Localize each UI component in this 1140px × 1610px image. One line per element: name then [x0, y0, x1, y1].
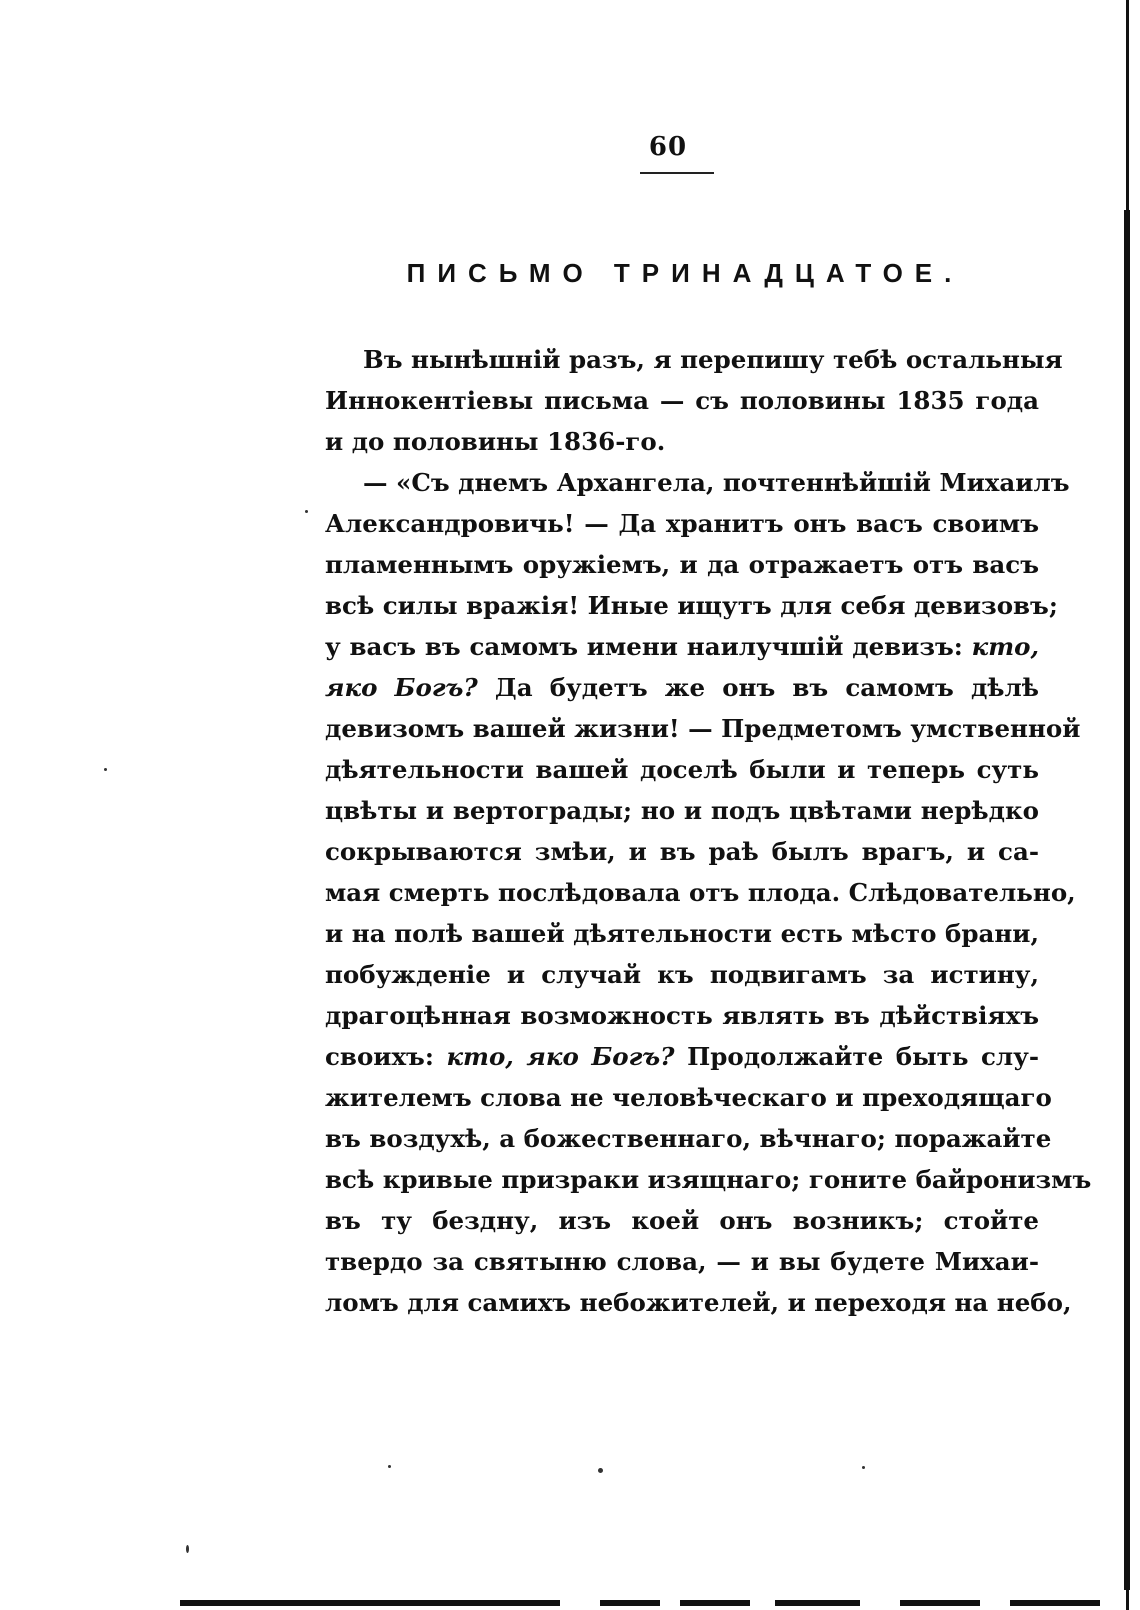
text-line: ломъ для самихъ небожителей, и переходя на небо, [325, 1288, 1072, 1317]
text-run: Да будетъ же онъ въ самомъ дѣлѣ [494, 673, 1040, 702]
edge-mark [1010, 1600, 1100, 1606]
text-line: девизомъ вашей жизни! — Предметомъ умственной [325, 714, 1081, 743]
text-line: всѣ силы вражія! Иные ищутъ для себя девизовъ; [325, 591, 1058, 620]
text-run: у васъ въ самомъ имени наилучшій девизъ: [325, 632, 963, 661]
text-line: и до половины 1836-го. [325, 427, 666, 456]
letter-text [325, 339, 1092, 1323]
text-line: сокрываются змѣи, и въ раѣ былъ врагъ, и са- [325, 837, 1039, 866]
letter-heading: ПИСЬМО ТРИНАДЦАТОЕ. [406, 258, 964, 288]
text-line: цвѣты и вертограды; но и подъ цвѣтами нерѣдко [325, 796, 1039, 825]
text-line: дѣятельности вашей доселѣ были и теперь суть [325, 755, 1039, 784]
text-line: мая смерть послѣдовала отъ плода. Слѣдовательно, [325, 878, 1076, 907]
italic-motto: кто, [971, 632, 1040, 661]
text-line: — «Съ днемъ Архангела, почтеннѣйшій Михаилъ [363, 468, 1070, 497]
text-line: пламеннымъ оружіемъ, и да отражаетъ отъ васъ [325, 550, 1039, 579]
text-line: твердо за святыню слова, — и вы будете Михаи- [325, 1247, 1039, 1276]
text-run: Продолжайте быть слу- [687, 1042, 1040, 1071]
text-line: Александровичь! — Да хранитъ онъ васъ своимъ [325, 509, 1039, 538]
text-line: жителемъ слова не человѣческаго и преходящаго [325, 1083, 1052, 1112]
text-line: въ ту бездну, изъ коей онъ возникъ; стойте [325, 1206, 1039, 1235]
text-line: и на полѣ вашей дѣятельности есть мѣсто брани, [325, 919, 1039, 948]
text-run: своихъ: [325, 1042, 434, 1071]
speck [862, 1466, 865, 1469]
edge-line-thick [1124, 210, 1130, 1590]
italic-motto: яко Богъ? [325, 673, 478, 702]
text-line: въ воздухѣ, а божественнаго, вѣчнаго; поражайте [325, 1124, 1052, 1153]
text-line [325, 626, 1039, 667]
text-line: всѣ кривые призраки изящнаго; гоните байронизмъ [325, 1165, 1092, 1194]
edge-mark [680, 1600, 750, 1606]
edge-mark [600, 1600, 660, 1606]
text-line: Иннокентіевы письма — съ половины 1835 года [325, 386, 1039, 415]
speck [104, 768, 107, 771]
edge-mark [775, 1600, 860, 1606]
speck [186, 1545, 189, 1553]
text-line: побужденіе и случай къ подвигамъ за истину, [325, 960, 1039, 989]
text-line [325, 1036, 1039, 1077]
page-edge-shadow [1106, 0, 1140, 1610]
page-number-rule [640, 172, 714, 174]
text-line: Въ нынѣшній разъ, я перепишу тебѣ остальныя [363, 345, 1063, 374]
speck [305, 510, 308, 513]
edge-mark [180, 1600, 560, 1606]
bottom-edge-marks [180, 1590, 1120, 1610]
speck [598, 1468, 603, 1473]
page-number: 60 [648, 132, 688, 162]
italic-motto: кто, яко Богъ? [446, 1042, 675, 1071]
speck [388, 1465, 391, 1468]
edge-mark [900, 1600, 980, 1606]
text-line: драгоцѣнная возможность являть въ дѣйствіяхъ [325, 1001, 1039, 1030]
text-line [325, 667, 1039, 708]
